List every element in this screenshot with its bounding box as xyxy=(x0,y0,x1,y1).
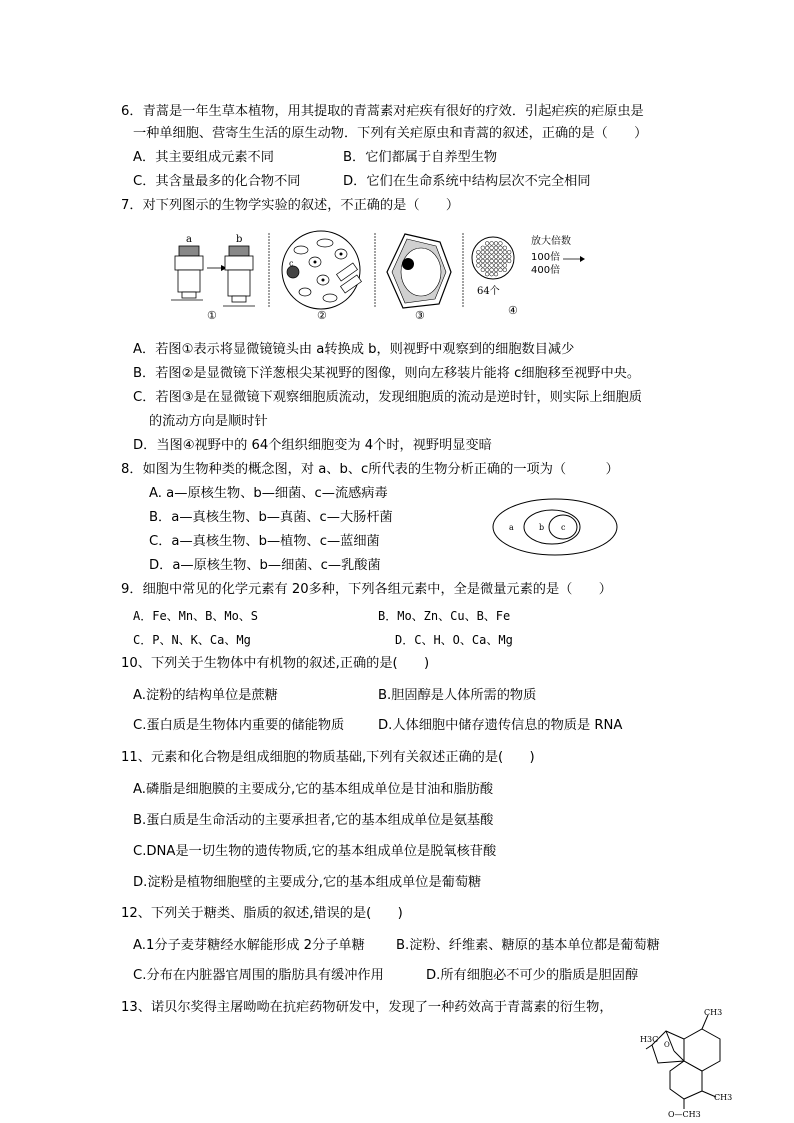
cell-dot xyxy=(494,250,498,254)
q9-option-b: B．Mo、Zn、Cu、B、Fe xyxy=(378,609,511,623)
cell-dot xyxy=(507,259,511,263)
q10-option-a: A.淀粉的结构单位是蔗糖 xyxy=(133,688,278,703)
figure-caption-2: ② xyxy=(317,309,327,322)
cell-dot xyxy=(507,255,511,259)
cell-dot xyxy=(490,250,494,254)
cell-dot xyxy=(494,264,498,268)
q7-option-c-line2: 的流动方向是顺时针 xyxy=(149,414,268,429)
cell-dot xyxy=(490,268,494,272)
q12-stem: 12、下列关于糖类、脂质的叙述,错误的是( ) xyxy=(121,906,403,921)
cell-dot xyxy=(507,250,511,254)
q9-option-c: C．P、N、K、Ca、Mg xyxy=(133,633,251,647)
ch3-left-label: H3C xyxy=(640,1035,659,1044)
q11-option-b: B.蛋白质是生命活动的主要承担者,它的基本组成单位是氨基酸 xyxy=(133,813,494,828)
q12-option-d: D.所有细胞必不可少的脂质是胆固醇 xyxy=(426,968,639,983)
plant-cell-figure xyxy=(387,234,451,322)
diagram-label-b: b xyxy=(539,523,545,532)
oxygen-label: O xyxy=(664,1041,670,1049)
q9-stem: 9．细胞中常见的化学元素有 20多种，下列各组元素中，全是微量元素的是（ ） xyxy=(121,582,612,597)
cell-dot xyxy=(485,264,489,268)
cell-dot xyxy=(499,268,503,272)
cell-dot xyxy=(503,250,507,254)
ch3-right-label: CH3 xyxy=(714,1093,733,1102)
cell-dot xyxy=(499,250,503,254)
cell-dot xyxy=(485,268,489,272)
q12-option-a: A.1分子麦芽糖经水解能形成 2分子单糖 xyxy=(133,938,365,953)
cell-dot xyxy=(477,264,481,268)
cell-dot xyxy=(494,268,498,272)
cell-dot xyxy=(499,264,503,268)
cell-dot xyxy=(503,268,507,272)
q10-option-c: C.蛋白质是生物体内重要的储能物质 xyxy=(133,718,345,733)
q10-stem: 10、下列关于生物体中有机物的叙述,正确的是( ) xyxy=(121,656,430,671)
cell-label-c: c xyxy=(289,259,294,268)
q8-stem: 8．如图为生物种类的概念图，对 a、b、c所代表的生物分析正确的一项为（ ） xyxy=(121,462,619,477)
cell-dot xyxy=(499,255,503,259)
q11-option-c: C.DNA是一切生物的遗传物质,它的基本组成单位是脱氧核苷酸 xyxy=(133,844,497,859)
q6-option-c: C．其含量最多的化合物不同 xyxy=(133,174,301,189)
q7-option-c-line1: C．若图③是在显微镜下观察细胞质流动，发现细胞质的流动是逆时针，则实际上细胞质 xyxy=(133,390,642,405)
onion-root-field-figure xyxy=(282,231,361,322)
q11-option-d: D.淀粉是植物细胞壁的主要成分,它的基本组成单位是葡萄糖 xyxy=(133,875,482,890)
cell-dot xyxy=(494,272,498,276)
cell-dot xyxy=(485,255,489,259)
q7-figure xyxy=(165,228,535,323)
q7-option-b: B．若图②是显微镜下洋葱根尖某视野的图像，则向左移装片能将 c细胞移至视野中央。 xyxy=(133,366,641,381)
q13-stem: 13、诺贝尔奖得主屠呦呦在抗疟药物研发中，发现了一种药效高于青蒿素的衍生物， xyxy=(121,1000,613,1015)
cell-dot xyxy=(490,242,494,246)
cell-dot xyxy=(490,264,494,268)
och3-label: O—CH3 xyxy=(668,1110,701,1119)
cell-dot xyxy=(481,268,485,272)
q9-option-a: A．Fe、Mn、B、Mo、S xyxy=(133,609,259,623)
q11-stem: 11、元素和化合物是组成细胞的物质基础,下列有关叙述正确的是( ) xyxy=(121,750,535,765)
cell-dot xyxy=(481,255,485,259)
cell-dot xyxy=(490,246,494,250)
objective-lens-figure xyxy=(171,234,255,322)
q6-stem-line2: 一种单细胞、营寄生生活的原生动物．下列有关疟原虫和青蒿的叙述，正确的是（ ） xyxy=(133,126,648,141)
diagram-label-c: c xyxy=(561,523,566,532)
cell-dot xyxy=(477,255,481,259)
mag-arrow xyxy=(563,255,585,263)
q12-option-b: B.淀粉、纤维素、糖原的基本单位都是葡萄糖 xyxy=(396,938,660,953)
cell-dot xyxy=(481,250,485,254)
q6-stem-line1: 6．青蒿是一年生草本植物，用其提取的青蒿素对疟疾有很好的疗效．引起疟疾的疟原虫是 xyxy=(121,104,644,119)
mag-from: 100倍 xyxy=(531,252,561,263)
lens-label-a: a xyxy=(186,234,192,245)
q8-option-a: A. a—原核生物、b—细菌、c—流感病毒 xyxy=(149,486,388,501)
cell-dot xyxy=(494,259,498,263)
q9-option-d: D．C、H、O、Ca、Mg xyxy=(395,633,513,647)
cell-dot xyxy=(503,246,507,250)
q7-stem: 7．对下列图示的生物学实验的叙述，不正确的是（ ） xyxy=(121,198,460,213)
q8-concept-diagram xyxy=(490,497,620,557)
cell-dot xyxy=(503,259,507,263)
figure-caption-3: ③ xyxy=(415,309,425,322)
cell-dot xyxy=(477,259,481,263)
q6-option-a: A．其主要组成元素不同 xyxy=(133,150,274,165)
q7-option-d: D．当图④视野中的 64个组织细胞变为 4个时，视野明显变暗 xyxy=(133,438,492,453)
figure-caption-1: ① xyxy=(207,309,217,322)
cell-dot xyxy=(499,242,503,246)
q8-option-b: B．a—真核生物、b—真菌、c—大肠杆菌 xyxy=(149,510,393,525)
q11-option-a: A.磷脂是细胞膜的主要成分,它的基本组成单位是甘油和脂肪酸 xyxy=(133,782,494,797)
q12-option-c: C.分布在内脏器官周围的脂肪具有缓冲作用 xyxy=(133,968,384,983)
cell-dot xyxy=(481,264,485,268)
q6-option-d: D．它们在生命系统中结构层次不完全相同 xyxy=(343,174,591,189)
q13-chemical-structure xyxy=(640,1005,740,1120)
cell-dot xyxy=(490,272,494,276)
cell-dot xyxy=(485,259,489,263)
cell-dot xyxy=(494,255,498,259)
q6-option-b: B．它们都属于自养型生物 xyxy=(343,150,498,165)
q10-option-b: B.胆固醇是人体所需的物质 xyxy=(378,688,537,703)
q7-option-a: A．若图①表示将显微镜镜头由 a转换成 b，则视野中观察到的细胞数目减少 xyxy=(133,342,575,357)
cell-dot xyxy=(503,264,507,268)
q8-option-d: D．a—原核生物、b—细菌、c—乳酸菌 xyxy=(149,558,381,573)
q8-option-c: C．a—真核生物、b—植物、c—蓝细菌 xyxy=(149,534,380,549)
cell-dot xyxy=(485,242,489,246)
cell-dot xyxy=(499,246,503,250)
figure-caption-4: ④ xyxy=(508,304,518,317)
mag-to: 400倍 xyxy=(531,265,561,276)
cell-dot xyxy=(494,242,498,246)
cell-dot xyxy=(490,259,494,263)
cell-dot xyxy=(477,250,481,254)
cell-dot xyxy=(485,272,489,276)
cell-dot xyxy=(485,246,489,250)
diagram-label-a: a xyxy=(509,523,514,532)
cell-dot xyxy=(481,246,485,250)
ch3-top-label: CH3 xyxy=(704,1008,723,1017)
mag-title: 放大倍数 xyxy=(531,236,571,247)
q10-option-d: D.人体细胞中储存遗传信息的物质是 RNA xyxy=(378,718,623,733)
cell-field-magnification-figure xyxy=(472,237,518,317)
lens-label-b: b xyxy=(236,234,243,245)
cell-dot xyxy=(503,255,507,259)
cell-dot xyxy=(485,250,489,254)
cell-dot xyxy=(481,259,485,263)
cell-dot xyxy=(490,255,494,259)
cell-dot xyxy=(494,246,498,250)
cell-count-label: 64个 xyxy=(477,286,500,297)
cell-dot xyxy=(499,259,503,263)
